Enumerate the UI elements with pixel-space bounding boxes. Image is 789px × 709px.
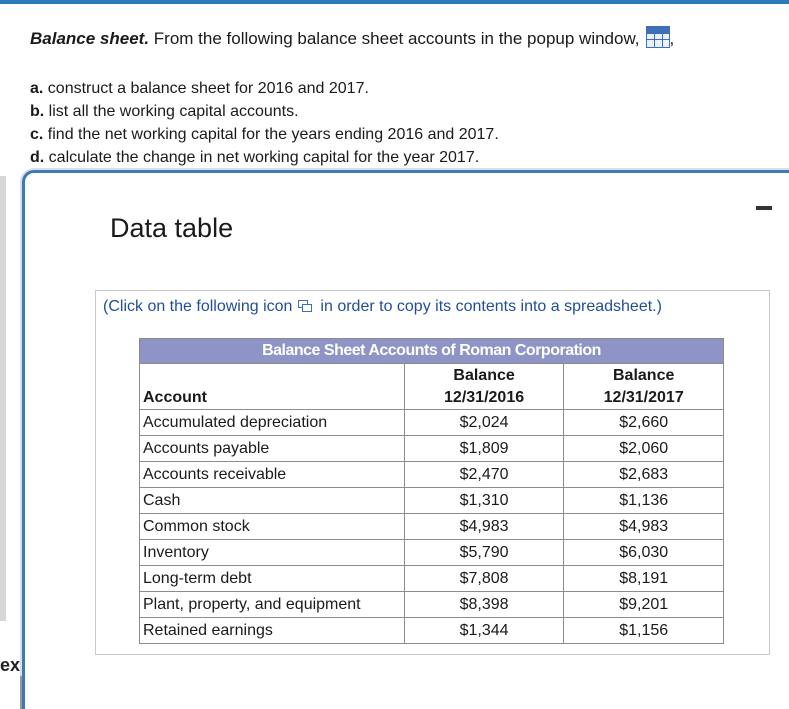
popup-title: Data table <box>110 213 234 243</box>
question-part-b: b. list all the working capital accounts. <box>30 103 299 120</box>
table-row <box>140 540 724 566</box>
balance-2017: $1,156 <box>564 618 724 644</box>
table-row <box>140 488 724 514</box>
background-divider <box>20 676 22 709</box>
account-name: Retained earnings <box>140 618 405 644</box>
balance-2017: $4,983 <box>564 514 724 540</box>
balance-2017: $2,060 <box>564 436 724 462</box>
balance-2017: $8,191 <box>564 566 724 592</box>
question-title-bold: Balance sheet. <box>30 29 150 48</box>
account-name: Long-term debt <box>140 566 405 592</box>
account-name: Accounts receivable <box>140 462 405 488</box>
copy-to-spreadsheet-icon[interactable] <box>298 300 312 312</box>
table-row <box>140 462 724 488</box>
table-header-row <box>140 364 724 410</box>
question-title <box>30 26 770 50</box>
background-text-fragment: ex <box>0 655 21 675</box>
table-row <box>140 410 724 436</box>
balance-2017: $2,683 <box>564 462 724 488</box>
balance-2016: $1,809 <box>404 436 564 462</box>
question-part-c: c. find the net working capital for the years ending 2016 and 2017. <box>30 126 499 143</box>
table-row <box>140 436 724 462</box>
table-grid-icon[interactable] <box>646 26 670 48</box>
account-name: Accumulated depreciation <box>140 410 405 436</box>
header-balance-2016: Balance 12/31/2016 <box>404 364 564 410</box>
balance-2016: $1,344 <box>404 618 564 644</box>
table-caption: Balance Sheet Accounts of Roman Corporation <box>140 339 724 364</box>
question-parts <box>30 77 770 169</box>
question-part-a: a. construct a balance sheet for 2016 and 2017. <box>30 80 369 97</box>
account-name: Common stock <box>140 514 405 540</box>
table-row <box>140 618 724 644</box>
balance-2017: $1,136 <box>564 488 724 514</box>
question-part-d: d. calculate the change in net working capital for the year 2017. <box>30 149 480 166</box>
question-text <box>30 26 770 169</box>
table-row <box>140 592 724 618</box>
question-title-rest: From the following balance sheet accounts in the popup window, <box>149 29 640 48</box>
account-name: Plant, property, and equipment <box>140 592 405 618</box>
balance-2017: $6,030 <box>564 540 724 566</box>
account-name: Accounts payable <box>140 436 405 462</box>
table-row <box>140 514 724 540</box>
balance-2016: $1,310 <box>404 488 564 514</box>
table-caption-row <box>140 339 724 364</box>
background-panel-edge <box>0 176 6 621</box>
minimize-button[interactable] <box>756 206 772 210</box>
question-title-tail: , <box>669 29 675 48</box>
header-account: Account <box>140 364 405 410</box>
balance-2016: $5,790 <box>404 540 564 566</box>
account-name: Inventory <box>140 540 405 566</box>
balance-2017: $2,660 <box>564 410 724 436</box>
balance-2016: $8,398 <box>404 592 564 618</box>
header-balance-2017: Balance 12/31/2017 <box>564 364 724 410</box>
balance-2016: $4,983 <box>404 514 564 540</box>
top-rule <box>0 0 789 4</box>
balance-2016: $2,024 <box>404 410 564 436</box>
balance-sheet-table <box>139 338 724 644</box>
account-name: Cash <box>140 488 405 514</box>
balance-2016: $2,470 <box>404 462 564 488</box>
table-row <box>140 566 724 592</box>
balance-2017: $9,201 <box>564 592 724 618</box>
copy-instruction: (Click on the following icon in order to copy its contents into a spreadsheet.) <box>103 298 662 315</box>
balance-2016: $7,808 <box>404 566 564 592</box>
